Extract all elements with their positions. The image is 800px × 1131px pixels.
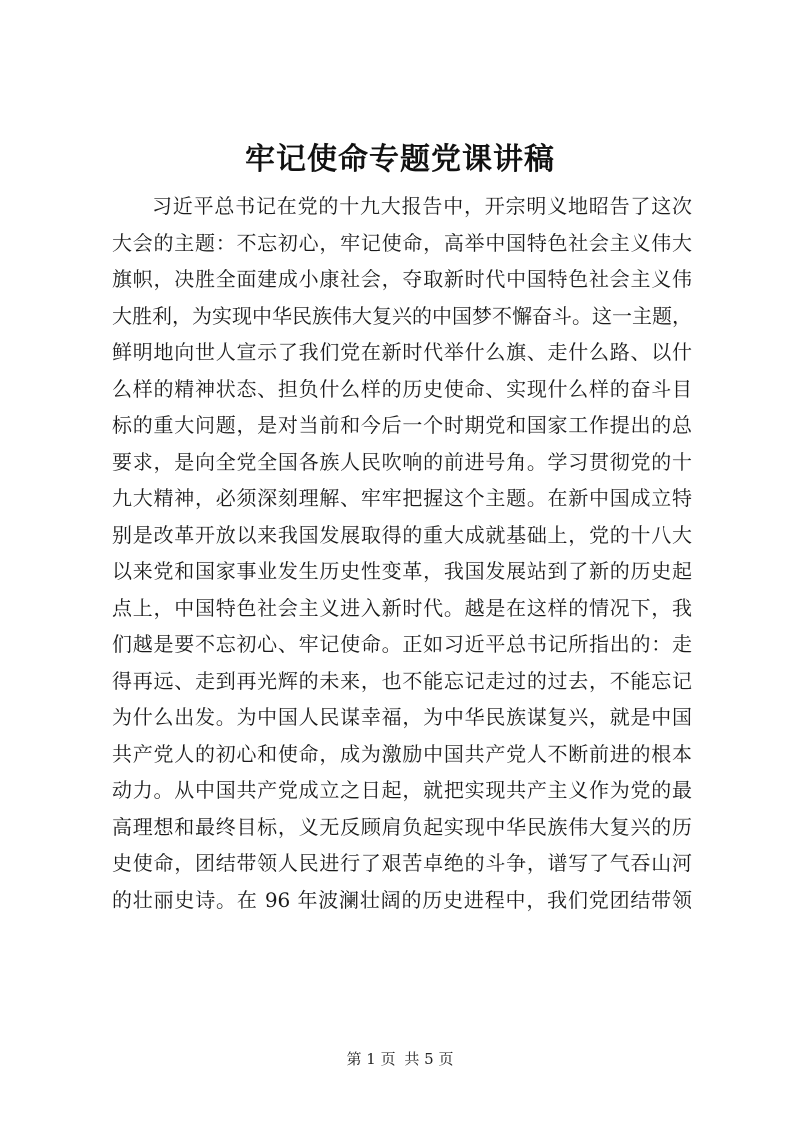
page-footer — [0, 1048, 800, 1069]
text-line: 以来党和国家事业发生历史性变革，我国发展站到了新的历史起 — [112, 559, 692, 583]
text-line: 大会的主题：不忘初心，牢记使命，高举中国特色社会主义伟大 — [112, 230, 692, 255]
body-paragraph — [112, 188, 692, 918]
page-number: 第 1 页 — [346, 1050, 396, 1068]
text-line: 鲜明地向世人宣示了我们党在新时代举什么旗、走什么路、以什 — [112, 340, 692, 364]
text-line: 史使命，团结带领人民进行了艰苦卓绝的斗争，谱写了气吞山河 — [112, 851, 692, 875]
page-total: 共 5 页 — [404, 1050, 454, 1068]
text-line: 点上，中国特色社会主义进入新时代。越是在这样的情况下，我 — [112, 595, 692, 620]
page-title: 牢记使命专题党课讲稿 — [245, 142, 555, 177]
text-line: 高理想和最终目标，义无反顾肩负起实现中华民族伟大复兴的历 — [112, 814, 692, 839]
text-line: 要求，是向全党全国各族人民吹响的前进号角。学习贯彻党的十 — [112, 449, 692, 474]
text-line: 习近平总书记在党的十九大报告中，开宗明义地昭告了这次 — [152, 194, 692, 218]
text-line: 们越是要不忘初心、牢记使命。正如习近平总书记所指出的：走 — [112, 632, 692, 656]
text-line: 标的重大问题，是对当前和今后一个时期党和国家工作提出的总 — [112, 413, 692, 437]
text-line: 共产党人的初心和使命，成为激励中国共产党人不断前进的根本 — [112, 741, 692, 766]
text-line: 九大精神，必须深刻理解、牢牢把握这个主题。在新中国成立特 — [112, 486, 692, 510]
text-line: 的壮丽史诗。在 96 年波澜壮阔的历史进程中，我们党团结带领 — [112, 887, 692, 912]
text-line: 大胜利，为实现中华民族伟大复兴的中国梦不懈奋斗。这一主题， — [112, 303, 692, 328]
text-line: 旗帜，决胜全面建成小康社会，夺取新时代中国特色社会主义伟 — [112, 267, 692, 291]
text-line: 得再远、走到再光辉的未来，也不能忘记走过的过去，不能忘记 — [112, 668, 692, 693]
text-line: 动力。从中国共产党成立之日起，就把实现共产主义作为党的最 — [112, 778, 692, 802]
text-line: 为什么出发。为中国人民谋幸福，为中华民族谋复兴，就是中国 — [112, 705, 692, 729]
text-line: 别是改革开放以来我国发展取得的重大成就基础上，党的十八大 — [112, 522, 692, 547]
text-line: 么样的精神状态、担负什么样的历史使命、实现什么样的奋斗目 — [112, 376, 692, 401]
